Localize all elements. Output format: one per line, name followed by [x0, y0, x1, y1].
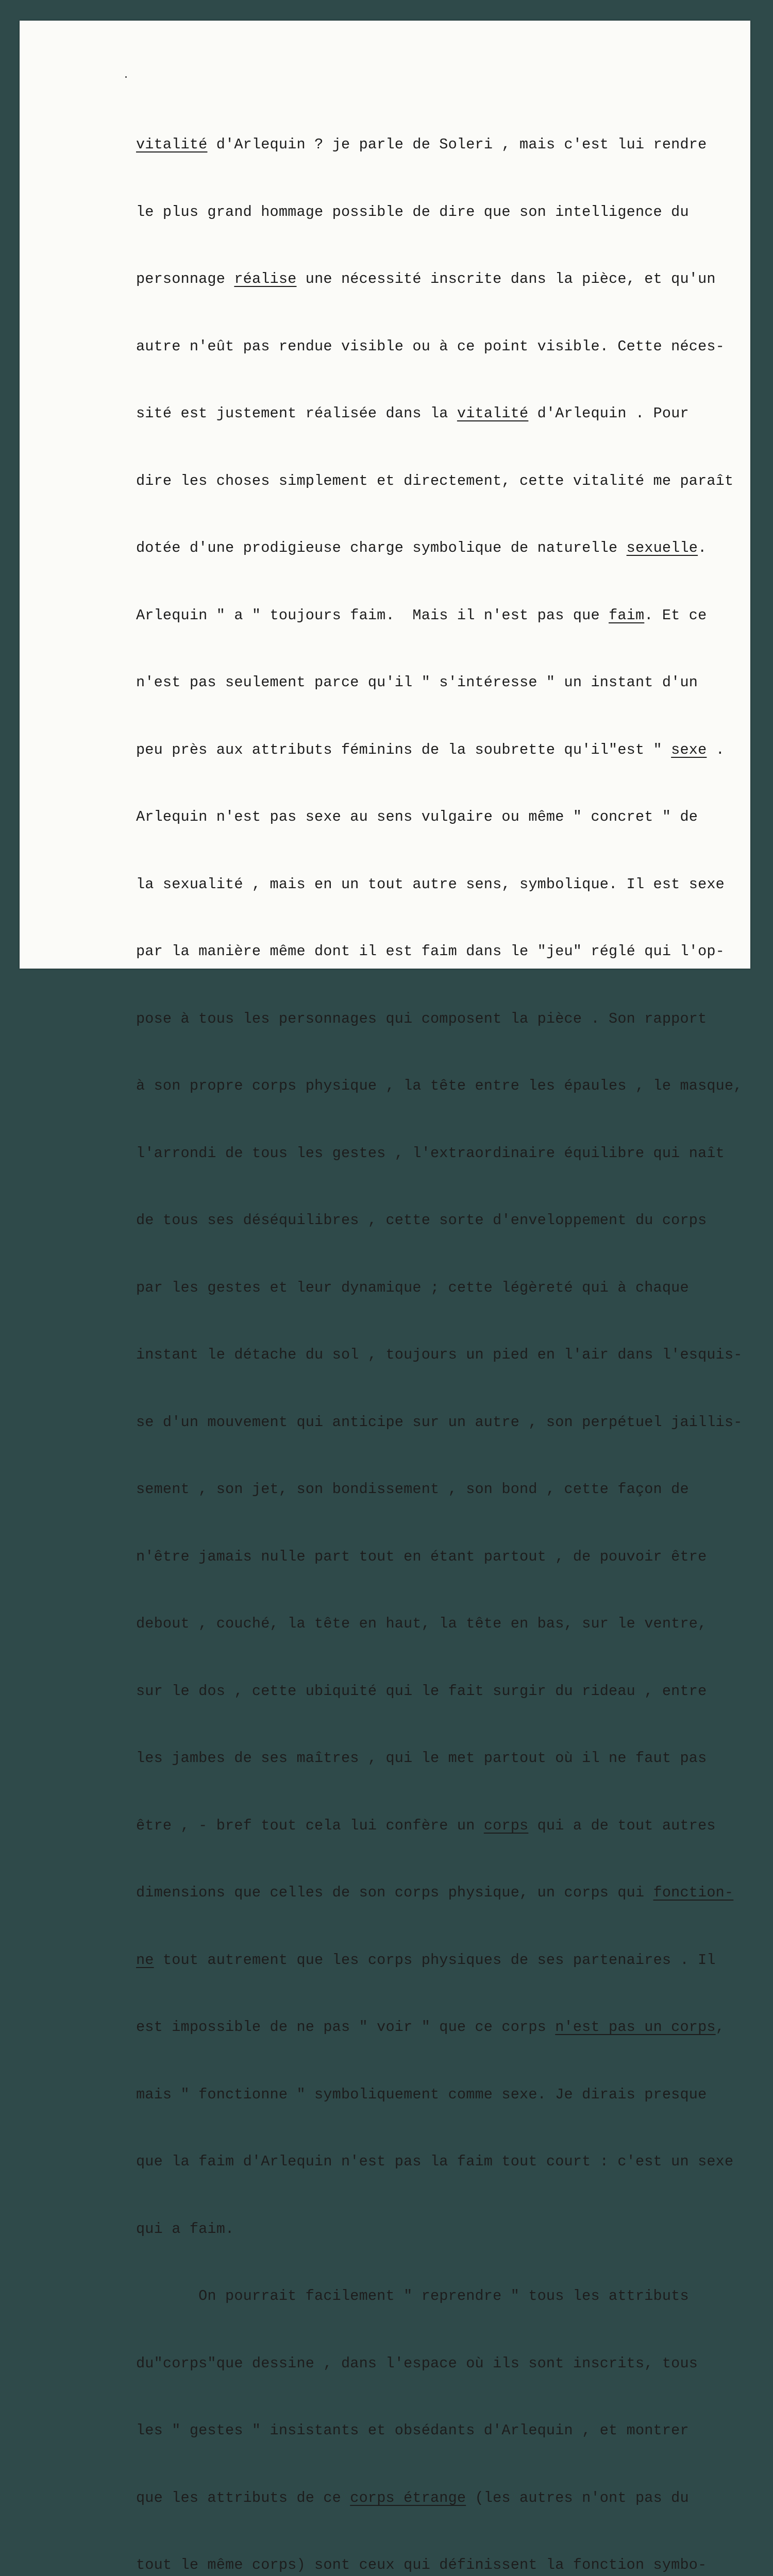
- text-line: du"corps"que dessine , dans l'espace où ils sont inscrits, tous: [136, 2354, 698, 2372]
- typed-text-body: [136, 89, 754, 2576]
- text-line: Arlequin " a " toujours faim. Mais il n'est pas que faim. Et ce: [136, 606, 707, 624]
- text-line: est impossible de ne pas " voir " que ce corps n'est pas un corps,: [136, 2019, 725, 2036]
- text-line: sur le dos , cette ubiquité qui le fait surgir du rideau , entre: [136, 1682, 707, 1700]
- text-line: à son propre corps physique , la tête entre les épaules , le masque,: [136, 1077, 743, 1094]
- text-line: sement , son jet, son bondissement , son bond , cette façon de: [136, 1481, 689, 1498]
- text-line: vitalité d'Arlequin ? je parle de Soleri , mais c'est lui rendre: [136, 136, 707, 153]
- text-line: les " gestes " insistants et obsédants d'Arlequin , et montrer: [136, 2422, 689, 2439]
- text-line: que la faim d'Arlequin n'est pas la faim tout court : c'est un sexe: [136, 2153, 734, 2170]
- text-line: le plus grand hommage possible de dire que son intelligence du: [136, 203, 689, 221]
- text-line: instant le détache du sol , toujours un pied en l'air dans l'esquis-: [136, 1346, 743, 1363]
- text-line: par les gestes et leur dynamique ; cette légèreté qui à chaque: [136, 1279, 689, 1296]
- text-line: être , - bref tout cela lui confère un corps qui a de tout autres: [136, 1817, 716, 1834]
- paper-speck: [125, 76, 127, 78]
- text-line: personnage réalise une nécessité inscrite dans la pièce, et qu'un: [136, 270, 716, 287]
- text-line: debout , couché, la tête en haut, la tête en bas, sur le ventre,: [136, 1615, 707, 1632]
- text-line: dimensions que celles de son corps physique, un corps qui fonction-: [136, 1884, 734, 1901]
- text-line: autre n'eût pas rendue visible ou à ce point visible. Cette néces-: [136, 337, 725, 355]
- text-line: que les attributs de ce corps étrange (les autres n'ont pas du: [136, 2489, 689, 2506]
- text-line: de tous ses déséquilibres , cette sorte d'enveloppement du corps: [136, 1212, 707, 1229]
- text-line: pose à tous les personnages qui composent la pièce . Son rapport: [136, 1010, 707, 1027]
- text-line: mais " fonctionne " symboliquement comme sexe. Je dirais presque: [136, 2086, 707, 2103]
- text-line: n'être jamais nulle part tout en étant partout , de pouvoir être: [136, 1548, 707, 1565]
- text-line: peu près aux attributs féminins de la soubrette qu'il"est " sexe .: [136, 741, 725, 758]
- text-line: l'arrondi de tous les gestes , l'extraordinaire équilibre qui naît: [136, 1144, 725, 1162]
- text-line: dotée d'une prodigieuse charge symbolique de naturelle sexuelle.: [136, 539, 707, 556]
- text-line: n'est pas seulement parce qu'il " s'intéresse " un instant d'un: [136, 674, 698, 691]
- text-line: se d'un mouvement qui anticipe sur un autre , son perpétuel jaillis-: [136, 1413, 743, 1431]
- text-line: tout le même corps) sont ceux qui définissent la fonction symbo-: [136, 2556, 707, 2573]
- text-line: ne tout autrement que les corps physiques de ses partenaires . Il: [136, 1951, 716, 1969]
- text-line: sité est justement réalisée dans la vitalité d'Arlequin . Pour: [136, 405, 689, 422]
- text-line: dire les choses simplement et directement, cette vitalité me paraît: [136, 472, 734, 489]
- text-line: par la manière même dont il est faim dans le "jeu" réglé qui l'op-: [136, 943, 725, 960]
- text-line: Arlequin n'est pas sexe au sens vulgaire ou même " concret " de: [136, 808, 698, 825]
- text-line: la sexualité , mais en un tout autre sens, symbolique. Il est sexe: [136, 875, 725, 893]
- text-line: On pourrait facilement " reprendre " tous les attributs: [136, 2287, 689, 2304]
- text-line: qui a faim.: [136, 2220, 234, 2238]
- text-line: les jambes de ses maîtres , qui le met partout où il ne faut pas: [136, 1750, 707, 1767]
